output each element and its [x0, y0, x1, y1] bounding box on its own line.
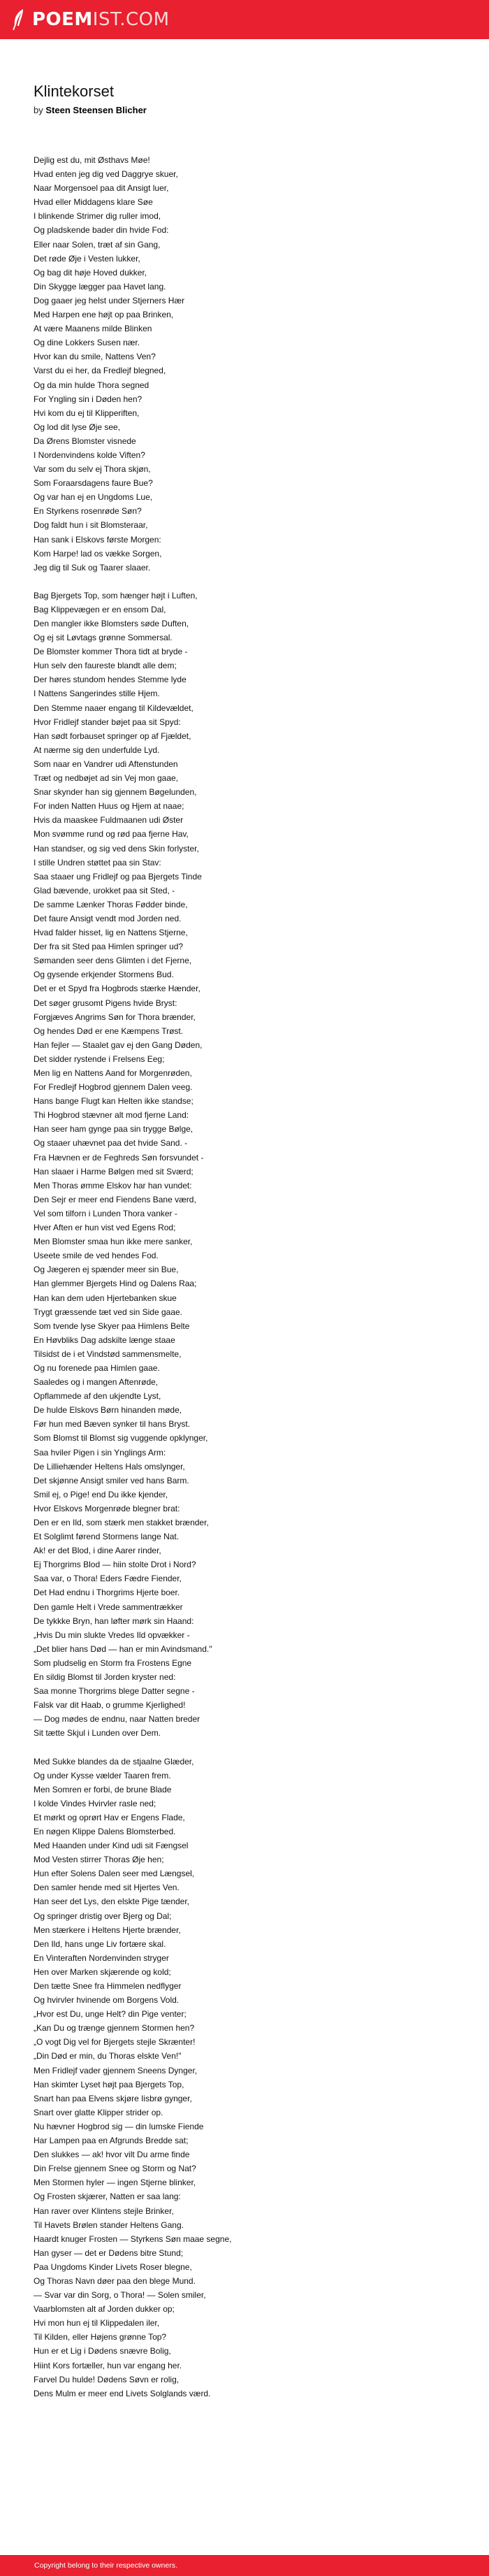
- poem-line: Men lig en Nattens Aand for Morgenrøden,: [34, 1068, 192, 1078]
- stanza: [34, 1755, 453, 2401]
- poem-line: Hvad eller Middagens klare Søe: [34, 197, 153, 208]
- poem-line: Hun er et Lig i Dødens snævre Bolig,: [34, 2346, 171, 2356]
- poem-line: Han seer det Lys, den elskte Pige tænder,: [34, 1897, 190, 1907]
- poem-line: Vaarblomsten alt af Jorden dukker op;: [34, 2304, 175, 2315]
- poem-line: Et Solglimt førend Stormens lange Nat.: [34, 1532, 180, 1542]
- poem-line: Mod Vesten stirrer Thoras Øje hen;: [34, 1855, 164, 1865]
- poem-line: Men stærkere i Heltens Hjerte brænder,: [34, 1924, 181, 1935]
- poem-line: De Lilliehænder Heltens Hals omslynger,: [34, 1461, 185, 1472]
- poem-line: Og Thoras Navn døer paa den blege Mund.: [34, 2275, 196, 2286]
- poem-line: Varst du ei her, da Fredlejf blegned,: [34, 366, 166, 376]
- poem-line: Glad bævende, urokket paa sit Sted, -: [34, 885, 175, 895]
- poem-line: Hvi kom du ej til Klipperiften,: [34, 408, 140, 418]
- poem-line: Og da min hulde Thora segned: [34, 380, 149, 390]
- poem-line: Saa var, o Thora! Eders Fædre Fiender,: [34, 1574, 182, 1584]
- poem-line: Saa monne Thorgrims blege Datter segne -: [34, 1686, 195, 1697]
- poem-line: Hun selv den faureste blandt alle dem;: [34, 661, 177, 671]
- poem-line: Han slaaer i Harme Bølgen med sit Sværd;: [34, 1166, 194, 1177]
- poem-line: At være Maanens milde Blinken: [34, 324, 152, 334]
- poem-line: De Blomster kommer Thora tidt at bryde -: [34, 647, 188, 657]
- poem-line: Som Blomst til Blomst sig vuggende opklynger,: [34, 1433, 208, 1444]
- poem-line: Din Skygge lægger paa Havet lang.: [34, 281, 166, 292]
- poem-line: Saa staaer ung Fridlejf og paa Bjergets Tinde: [34, 871, 202, 882]
- poem-line: Før hun med Bæven synker til hans Bryst.: [34, 1419, 191, 1430]
- poem-line: Hvor kan du smile, Nattens Ven?: [34, 352, 156, 362]
- poem-line: Naar Morgensoel paa dit Ansigt luer,: [34, 183, 169, 194]
- poem-line: Jeg dig til Suk og Taarer slaaer.: [34, 562, 151, 573]
- poem-line: Og Jægeren ej spænder meer sin Bue,: [34, 1265, 179, 1275]
- poem-line: Fra Hævnen er de Feghreds Søn forsvundet -: [34, 1152, 204, 1163]
- poem-line: En sildig Blomst til Jorden kryster ned:: [34, 1672, 176, 1683]
- site-footer: [0, 2555, 489, 2576]
- poem-line: Der fra sit Sted paa Himlen springer ud?: [34, 942, 184, 952]
- poem-line: — Dog mødes de endnu, naar Natten breder: [34, 1714, 200, 1725]
- poem-line: I stille Undren støttet paa sin Stav:: [34, 857, 161, 868]
- poem-line: I Nattens Sangerindes stille Hjem.: [34, 689, 160, 699]
- poem-line: Useete smile de ved hendes Fod.: [34, 1251, 159, 1261]
- poem-line: Det søger grusomt Pigens hvide Bryst:: [34, 998, 177, 1008]
- poem-line: Hvad enten jeg dig ved Daggrye skuer,: [34, 169, 178, 180]
- poem-line: Som naar en Vandrer udi Aftenstunden: [34, 758, 178, 769]
- poem-line: Den gamle Helt i Vrede sammentrækker: [34, 1602, 183, 1612]
- poem-line: „Din Død er min, du Thoras elskte Ven!": [34, 2051, 182, 2061]
- poem-line: „Kan Du og trænge gjennem Stormen hen?: [34, 2023, 195, 2034]
- poem-line: Opflammede af den ukjendte Lyst,: [34, 1391, 161, 1402]
- poem-line: Og ej sit Løvtags grønne Sommersal.: [34, 633, 173, 643]
- poem-line: Hvi mon hun ej til Klippedalen iler,: [34, 2318, 160, 2329]
- poem-line: Han kan dem uden Hjertebanken skue: [34, 1293, 177, 1303]
- poem-line: Og pladskende bader din hvide Fod:: [34, 225, 169, 236]
- poem-line: Forgjæves Angrims Søn for Thora brænder,: [34, 1012, 196, 1022]
- poem-line: Hvad falder hisset, lig en Nattens Stjerne,: [34, 928, 188, 938]
- poem-line: I kolde Vindes Hvirvler rasle ned;: [34, 1798, 156, 1808]
- poem-line: Han sødt forbauset springer op af Fjældet,: [34, 731, 191, 741]
- poem-line: Thi Hogbrod stævner alt mod fjerne Land:: [34, 1110, 189, 1121]
- poem-line: Det er et Spyd fra Hogbrods stærke Hænder,: [34, 984, 200, 994]
- poem-line: Bag Klippevægen er en ensom Dal,: [34, 604, 166, 614]
- poem-line: Han glemmer Bjergets Hind og Dalens Raa;: [34, 1279, 197, 1289]
- poem-line: Til Havets Brølen stander Heltens Gang.: [34, 2219, 184, 2230]
- poem-line: Og hendes Død er ene Kæmpens Trøst.: [34, 1026, 184, 1036]
- poem-line: Som pludselig en Storm fra Frostens Egne: [34, 1657, 192, 1668]
- poem-line: Vel som tilforn i Lunden Thora vanker -: [34, 1208, 177, 1218]
- poem-line: I Nordenvindens kolde Viften?: [34, 449, 145, 460]
- author-link[interactable]: Steen Steensen Blicher: [45, 105, 147, 115]
- poem-line: Det skjønne Ansigt smiler ved hans Barm.: [34, 1475, 189, 1485]
- poem-title: Klintekorset: [34, 82, 114, 100]
- byline-prefix: by: [34, 105, 43, 115]
- poem-line: Og under Kysse vælder Taaren frem.: [34, 1770, 171, 1780]
- poem-line: Den Sejr er meer end Fiendens Bane værd,: [34, 1194, 196, 1204]
- poem-line: Et mørkt og oprørt Hav er Engens Flade,: [34, 1812, 185, 1822]
- poem-line: Dejlig est du, mit Østhavs Møe!: [34, 155, 150, 165]
- poem-line: Da Ørens Blomster visnede: [34, 436, 136, 446]
- poem-line: Og dine Lokkers Susen nær.: [34, 338, 140, 348]
- poem-line: Og hvirvler hvinende om Borgens Vold.: [34, 1995, 180, 2006]
- poem-line: En Styrkens rosenrøde Søn?: [34, 506, 142, 517]
- poem-line: Din Frelse gjennem Snee og Storm og Nat?: [34, 2164, 196, 2174]
- poem-line: Han seer ham gynge paa sin trygge Bølge,: [34, 1124, 194, 1135]
- poem-line: Farvel Du hulde! Dødens Søvn er rolig,: [34, 2374, 180, 2384]
- poem-line: Hun efter Solens Dalen seer med Længsel,: [34, 1869, 195, 1879]
- poem-line: Bag Bjergets Top, som hænger højt i Luften,: [34, 590, 198, 600]
- poem-line: Mon svømme rund og rød paa fjerne Hav,: [34, 829, 189, 840]
- poem-line: Han sank i Elskovs første Morgen:: [34, 534, 161, 545]
- poem-line: „O vogt Dig vel for Bjergets stejle Skrænter!: [34, 2037, 196, 2048]
- poem-line: Dens Mulm er meer end Livets Solglands værd.: [34, 2388, 211, 2398]
- poem-line: Den Stemme naaer engang til Kildevældet,: [34, 703, 194, 713]
- poem-line: Snart han paa Elvens skjøre Iisbrø gynger,: [34, 2093, 192, 2103]
- poem-line: Kom Harpe! lad os vække Sorgen,: [34, 548, 162, 559]
- poem-line: Og springer dristig over Bjerg og Dal;: [34, 1911, 172, 1921]
- poem-line: Til Kilden, eller Højens grønne Top?: [34, 2332, 167, 2343]
- site-logo[interactable]: [11, 8, 170, 31]
- poem-line: Med Haanden under Kind udi sit Fængsel: [34, 1841, 189, 1851]
- poem-line: En nøgen Klippe Dalens Blomsterbed.: [34, 1826, 176, 1836]
- poem-line: Hvor Fridlejf stander bøjet paa sit Spyd:: [34, 717, 181, 727]
- poem-line: Dog gaaer jeg helst under Stjerners Hær: [34, 295, 185, 305]
- poem-line: Den slukkes — ak! hvor vilt Du arme finde: [34, 2150, 190, 2160]
- poem-line: Snart over glatte Klipper strider op.: [34, 2107, 163, 2117]
- quill-feather-icon: [11, 8, 27, 31]
- poem-line: „Det blier hans Død — han er min Avindsmand.": [34, 1643, 212, 1654]
- poem-line: Snar skynder han sig gjennem Bøgelunden,: [34, 787, 197, 798]
- poem-line: De hulde Elskovs Børn hinanden møde,: [34, 1405, 182, 1416]
- poem-line: Det Had endnu i Thorgrims Hjerte boer.: [34, 1588, 180, 1598]
- poem-line: Men Thoras ømme Elskov har han vundet:: [34, 1180, 192, 1190]
- poem-line: Ak! er det Blod, i dine Aarer rinder,: [34, 1546, 161, 1556]
- poem-line: Ej Thorgrims Blod — hiin stolte Drot i Nord?: [34, 1560, 196, 1570]
- poem-line: Men Fridlejf vader gjennem Sneens Dynger,: [34, 2065, 198, 2075]
- poem-line: Sømanden seer dens Glimten i det Fjerne,: [34, 956, 192, 966]
- poem-line: Var som du selv ej Thora skjøn,: [34, 464, 151, 475]
- site-header: [0, 0, 489, 39]
- poem-line: Og Frosten skjærer, Natten er saa lang:: [34, 2192, 181, 2202]
- poem-line: For Yngling sin i Døden hen?: [34, 394, 143, 404]
- poem-line: Hvis da maaskee Fuldmaanen udi Øster: [34, 815, 184, 826]
- poem-line: Falsk var dit Haab, o grumme Kjerlighed!: [34, 1700, 186, 1711]
- poem-line: Hans bange Flugt kan Helten ikke standse;: [34, 1096, 194, 1107]
- poem-line: Smil ej, o Pige! end Du ikke kjender,: [34, 1489, 168, 1499]
- poem-line: Han fejler — Staalet gav ej den Gang Døden,: [34, 1039, 203, 1050]
- poem-line: At nærme sig den underfulde Lyd.: [34, 744, 160, 755]
- poem-line: Saa hviler Pigen i sin Ynglings Arm:: [34, 1447, 166, 1458]
- poem-line: En Høvbliks Dag adskilte længe staae: [34, 1334, 175, 1345]
- copyright-text: Copyright belong to their respective owners.: [34, 2561, 177, 2570]
- poem-line: Han skimter Lyset højt paa Bjergets Top,: [34, 2079, 184, 2089]
- poem-line: Dog faldt hun i sit Blomsteraar,: [34, 520, 148, 531]
- poem-line: Den mangler ikke Blomsters søde Duften,: [34, 619, 189, 628]
- poem-line: Saaledes og i mangen Aftenrøde,: [34, 1377, 159, 1388]
- poem-line: En Vinteraften Nordenvinden stryger: [34, 1952, 169, 1963]
- poem-line: Han standser, og sig ved dens Skin forlyster,: [34, 843, 199, 854]
- poem-line: De tykkke Bryn, han løfter mørk sin Haand:: [34, 1616, 194, 1626]
- poem-line: Tilsidst de i et Vindstød sammensmelte,: [34, 1348, 182, 1359]
- poem-line: Træt og nedbøjet ad sin Vej mon gaae,: [34, 773, 179, 784]
- poem-line: De samme Lænker Thoras Fødder binde,: [34, 899, 188, 909]
- poem-line: Den tætte Snee fra Himmelen nedflyger: [34, 1981, 182, 1991]
- stanza: [34, 589, 453, 1741]
- site-logo-text: POEMIST.COM: [32, 9, 170, 30]
- poem-line: Og staaer uhævnet paa det hvide Sand. -: [34, 1138, 188, 1149]
- poem-line: For inden Natten Huus og Hjem at naae;: [34, 801, 184, 812]
- poem-line: Men Blomster smaa hun ikke mere sanker,: [34, 1237, 193, 1247]
- poem-line: Som tvende lyse Skyer paa Himlens Belte: [34, 1321, 190, 1331]
- poem-line: Trygt græssende tæt ved sin Side gaae.: [34, 1307, 182, 1317]
- poem-line: Den er en Ild, som stærk men stakket brænder,: [34, 1518, 209, 1527]
- poem-line: Og var han ej en Ungdoms Lue,: [34, 492, 153, 503]
- poem-line: Den Ild, hans unge Liv fortære skal.: [34, 1938, 166, 1949]
- poem-byline: [34, 105, 147, 115]
- poem-line: For Fredlejf Hogbrod gjennem Dalen veeg.: [34, 1082, 193, 1093]
- poem-line: Eller naar Solen, træt af sin Gang,: [34, 239, 161, 250]
- poem-line: Og nu forenede paa Himlen gaae.: [34, 1362, 160, 1373]
- poem-line: — Svar var din Sorg, o Thora! — Solen smiler,: [34, 2290, 206, 2301]
- poem-line: Det sidder rystende i Frelsens Eeg;: [34, 1053, 165, 1064]
- poem-line: Paa Ungdoms Kinder Livets Roser blegne,: [34, 2261, 192, 2272]
- poem-line: Han raver over Klintens stejle Brinker,: [34, 2206, 174, 2216]
- poem-line: Der høres stundom hendes Stemme lyde: [34, 675, 187, 685]
- poem-line: Med Harpen ene højt op paa Brinken,: [34, 310, 174, 320]
- poem-body: [34, 153, 453, 2415]
- poem-line: Hiint Kors fortæller, hun var engang her.: [34, 2360, 182, 2370]
- poem-line: Nu hævner Hogbrod sig — din lumske Fiende: [34, 2121, 204, 2131]
- poem-line: Men Stormen hyler — ingen Stjerne blinker,: [34, 2178, 196, 2188]
- poem-line: „Hvor est Du, unge Helt? din Pige venter;: [34, 2009, 187, 2020]
- poem-line: Sit tætte Skjul i Lunden over Dem.: [34, 1728, 161, 1739]
- poem-line: Og lod dit lyse Øje see,: [34, 422, 121, 432]
- poem-line: I blinkende Strimer dig ruller imod,: [34, 211, 161, 222]
- poem-line: Hver Aften er hun vist ved Egens Rod;: [34, 1223, 176, 1233]
- poem-line: Og bag dit høje Hoved dukker,: [34, 267, 147, 278]
- poem-line: Med Sukke blandes da de stjaalne Glæder,: [34, 1756, 194, 1766]
- poem-line: Hen over Marken skjærende og kold;: [34, 1966, 171, 1977]
- poem-line: Den samler hende med sit Hjertes Ven.: [34, 1883, 180, 1893]
- poem-line: Og gysende erkjender Stormens Bud.: [34, 970, 174, 980]
- poem-line: Han gyser — det er Dødens bitre Stund;: [34, 2247, 184, 2258]
- poem-line: Det røde Øje i Vesten lukker,: [34, 253, 140, 264]
- poem-line: Men Somren er forbi, de brune Blade: [34, 1784, 172, 1794]
- poem-line: Som Foraarsdagens faure Bue?: [34, 478, 153, 489]
- poem-line: „Hvis Du min slukte Vredes Ild opvækker -: [34, 1629, 190, 1640]
- poem-line: Det faure Ansigt vendt mod Jorden ned.: [34, 913, 182, 923]
- poem-line: Haardt knuger Frosten — Styrkens Søn maae segne,: [34, 2233, 232, 2244]
- stanza: [34, 153, 453, 575]
- poem-line: Har Lampen paa en Afgrunds Bredde sat;: [34, 2136, 189, 2146]
- poem-line: Hvor Elskovs Morgenrøde blegner brat:: [34, 1503, 180, 1513]
